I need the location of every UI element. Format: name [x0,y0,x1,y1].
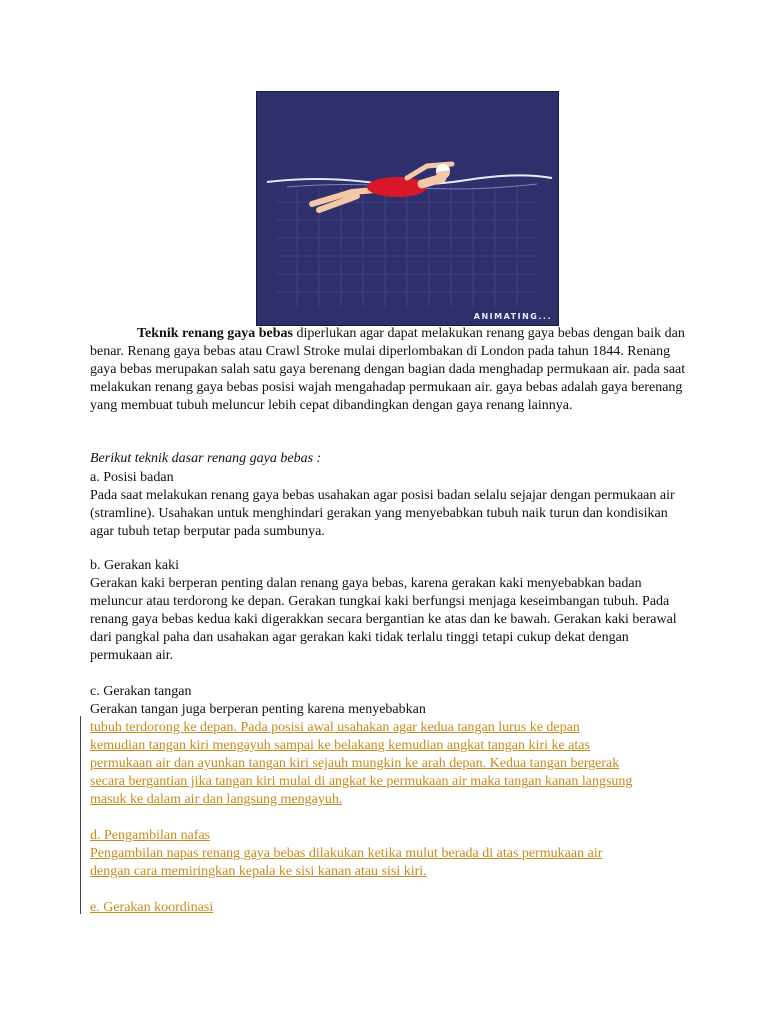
section-b-heading: b. Gerakan kaki [90,558,180,573]
hero-caption: ANIMATING... [473,312,552,321]
change-bar [80,716,81,914]
tracked-line: masuk ke dalam air dan langsung mengayuh. [90,792,343,807]
tracked-line: kemudian tangan kiri mengayuh sampai ke belakang kemudian angkat tangan kiri ke atas [90,738,590,753]
swimmer-figure [312,164,452,210]
tracked-line: dengan cara memiringkan kepala ke sisi kanan atau sisi kiri. [90,864,427,879]
intro-paragraph [90,325,690,415]
tracked-line: permukaan air dan ayunkan tangan kiri sejauh mungkin ke arah depan. Kedua tangan bergerak [90,756,620,771]
technique-lead: Berikut teknik dasar renang gaya bebas : [90,451,322,466]
section-a-body: Pada saat melakukan renang gaya bebas usahakan agar posisi badan selalu sejajar dengan permukaan air (stramline). Usahakan untuk menghindari gerakan yang menyebabkan tubuh naik turun dan kondisikan agar tubuh tetap berputar pada sumbunya. [90,488,675,539]
section-d-tracked-text [90,845,690,881]
section-b-body: Gerakan kaki berperan penting dalan renang gaya bebas, karena gerakan kaki menyebabkan badan meluncur atau terdorong ke depan. Gerakan tungkai kaki berfungsi menjaga keseimbangan tubuh. Pada renang gaya bebas kedua kaki digerakkan secara bergantian ke atas dan ke bawah. Gerakan kaki berawal dari pangkal paha dan usahakan agar gerakan kaki tidak terlalu tinggi tetapi cukup dekat dengan permukaan air. [90,576,677,663]
section-c-intro: Gerakan tangan juga berperan penting karena menyebabkan [90,702,426,717]
intro-text: diperlukan agar dapat melakukan renang gaya bebas dengan baik dan benar. Renang gaya bebas atau Crawl Stroke mulai diperlombakan di London pada tahun 1844. Renang gaya bebas merupakan salah satu gaya berenang dengan bagian dada menghadap permukaan air. pada saat melakukan renang gaya bebas posisi wajah mengahadap permukaan air. gaya bebas adalah gaya berenang yang membuat tubuh meluncur lebih cepat dibandingkan dengan gaya renang lainnya. [90,326,686,413]
tracked-line: secara bergantian jika tangan kiri mulai di angkat ke permukaan air maka tangan kanan langsung [90,774,633,789]
tracked-line: tubuh terdorong ke depan. Pada posisi awal usahakan agar kedua tangan lurus ke depan [90,720,580,735]
tracked-line: Pengambilan napas renang gaya bebas dilakukan ketika mulut berada di atas permukaan air [90,846,603,861]
swimmer-graphic [257,92,558,325]
section-e-heading: e. Gerakan koordinasi [90,900,214,915]
section-a-heading: a. Posisi badan [90,470,174,485]
intro-bold-lead: Teknik renang gaya bebas [137,326,293,341]
section-c-tracked-text [90,719,690,809]
swimmer-illustration [256,91,559,326]
section-c-heading: c. Gerakan tangan [90,684,192,699]
section-d-heading: d. Pengambilan nafas [90,828,211,843]
